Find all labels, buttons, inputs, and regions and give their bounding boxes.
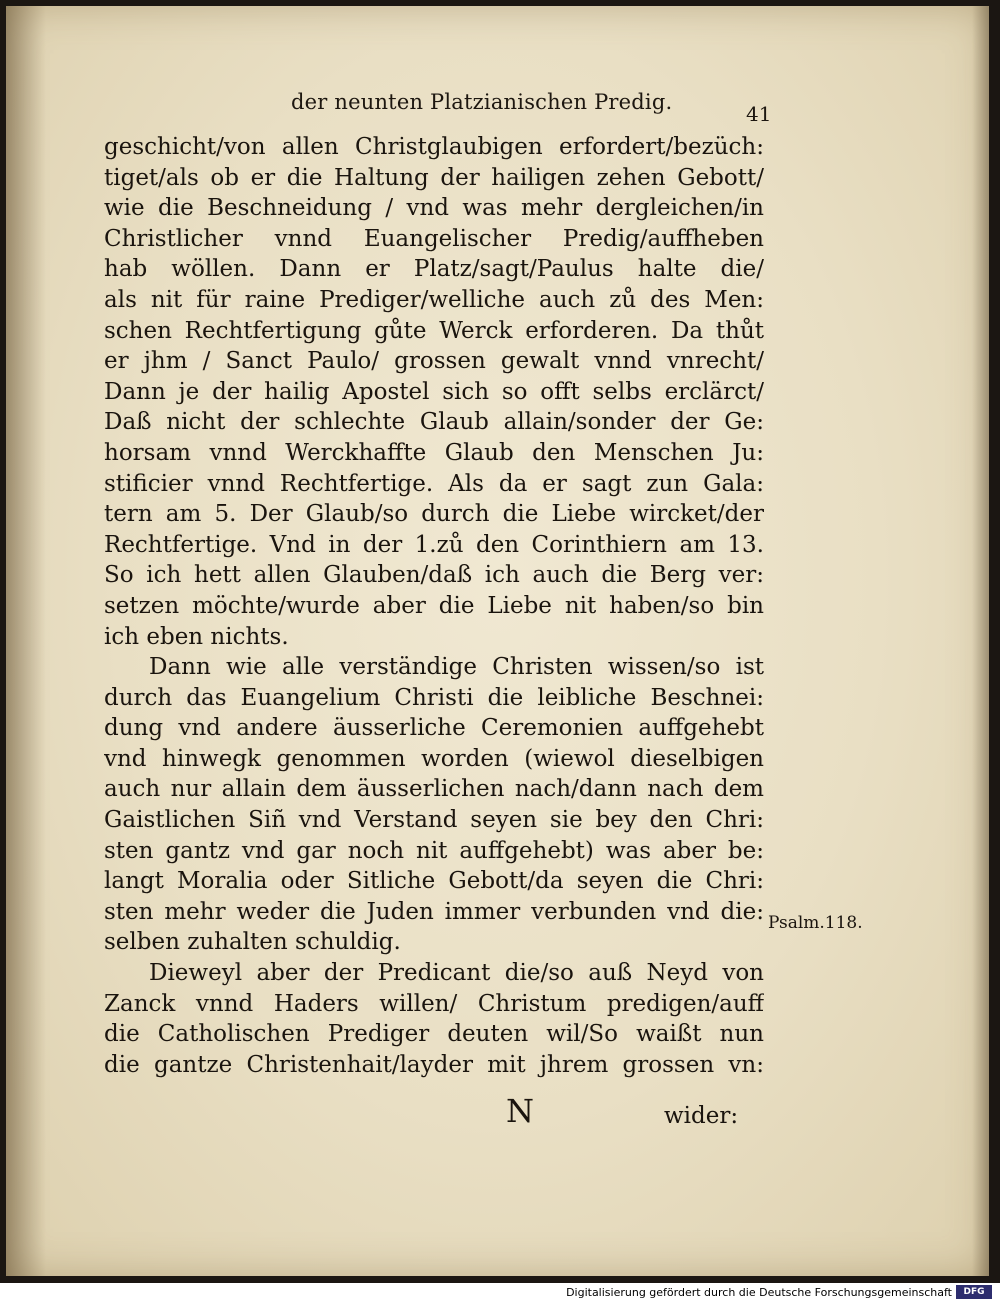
text-line: horsam vnnd Werckhaffte Glaub den Menschen Ju: <box>104 439 764 466</box>
text-line: dung vnd andere äusserliche Ceremonien auffgehebt <box>104 715 764 742</box>
text-line: sten mehr weder die Juden immer verbunden vnd die: <box>104 898 764 925</box>
text-line: Dann je der hailig Apostel sich so offt selbs erclärct/ <box>104 378 764 405</box>
text-line: So ich hett allen Glauben/daß ich auch die Berg ver: <box>104 562 764 589</box>
text-line: Dieweyl aber der Predicant die/so auß Neyd von <box>149 960 764 987</box>
catchword: wider: <box>664 1103 739 1129</box>
text-line: setzen möchte/wurde aber die Liebe nit haben/so bin <box>104 592 764 619</box>
text-line: schen Rechtfertigung gůte Werck erforderen. Da thůt <box>104 317 764 344</box>
folio-number: 41 <box>746 102 772 126</box>
book-page <box>6 6 989 1276</box>
text-line: Daß nicht der schlechte Glaub allain/sonder der Ge: <box>104 409 764 436</box>
funding-credit: Digitalisierung gefördert durch die Deutsche Forschungsgemeinschaft <box>566 1286 952 1299</box>
text-line: wie die Beschneidung / vnd was mehr dergleichen/in <box>104 195 764 222</box>
text-line: Dann wie alle verständige Christen wissen/so ist <box>149 654 764 681</box>
text-line: durch das Euangelium Christi die leibliche Beschnei: <box>104 684 764 711</box>
text-line: er jhm / Sanct Paulo/ grossen gewalt vnnd vnrecht/ <box>104 348 764 375</box>
text-line: hab wöllen. Dann er Platz/sagt/Paulus halte die/ <box>104 256 764 283</box>
margin-note: Psalm.118. <box>768 913 863 933</box>
running-header: der neunten Platzianischen Predig. <box>291 90 673 114</box>
body-text <box>104 132 764 1080</box>
text-line: tern am 5. Der Glaub/so durch die Liebe wircket/der <box>104 501 764 528</box>
text-line: sten gantz vnd gar noch nit auffgehebt) was aber be: <box>104 837 764 864</box>
text-line: tiget/als ob er die Haltung der hailigen zehen Gebott/ <box>104 164 764 191</box>
text-line: stificier vnnd Rechtfertige. Als da er sagt zun Gala: <box>104 470 764 497</box>
text-line: selben zuhalten schuldig. <box>104 929 401 956</box>
signature-mark: N <box>506 1092 534 1130</box>
text-line: auch nur allain dem äusserlichen nach/dann nach dem <box>104 776 764 803</box>
text-line: als nit für raine Prediger/welliche auch zů des Men: <box>104 286 764 313</box>
text-line: Gaistlichen Siñ vnd Verstand seyen sie bey den Chri: <box>104 807 764 834</box>
dfg-logo-icon: DFG <box>956 1285 992 1299</box>
text-line: geschicht/von allen Christglaubigen erfordert/bezüch: <box>104 134 764 160</box>
text-line: die gantze Christenhait/layder mit jhrem grossen vn: <box>104 1051 764 1078</box>
text-line: Zanck vnnd Haders willen/ Christum predigen/auff <box>104 990 764 1017</box>
text-line: Christlicher vnnd Euangelischer Predig/auffheben <box>104 225 764 252</box>
text-line: die Catholischen Prediger deuten wil/So waißt nun <box>104 1021 764 1048</box>
text-line: vnd hinwegk genommen worden (wiewol dieselbigen <box>104 745 764 772</box>
text-line: ich eben nichts. <box>104 623 289 650</box>
text-line: Rechtfertige. Vnd in der 1.zů den Corinthiern am 13. <box>104 531 764 558</box>
footer-bar <box>0 1283 1000 1302</box>
text-line: langt Moralia oder Sitliche Gebott/da seyen die Chri: <box>104 868 764 895</box>
